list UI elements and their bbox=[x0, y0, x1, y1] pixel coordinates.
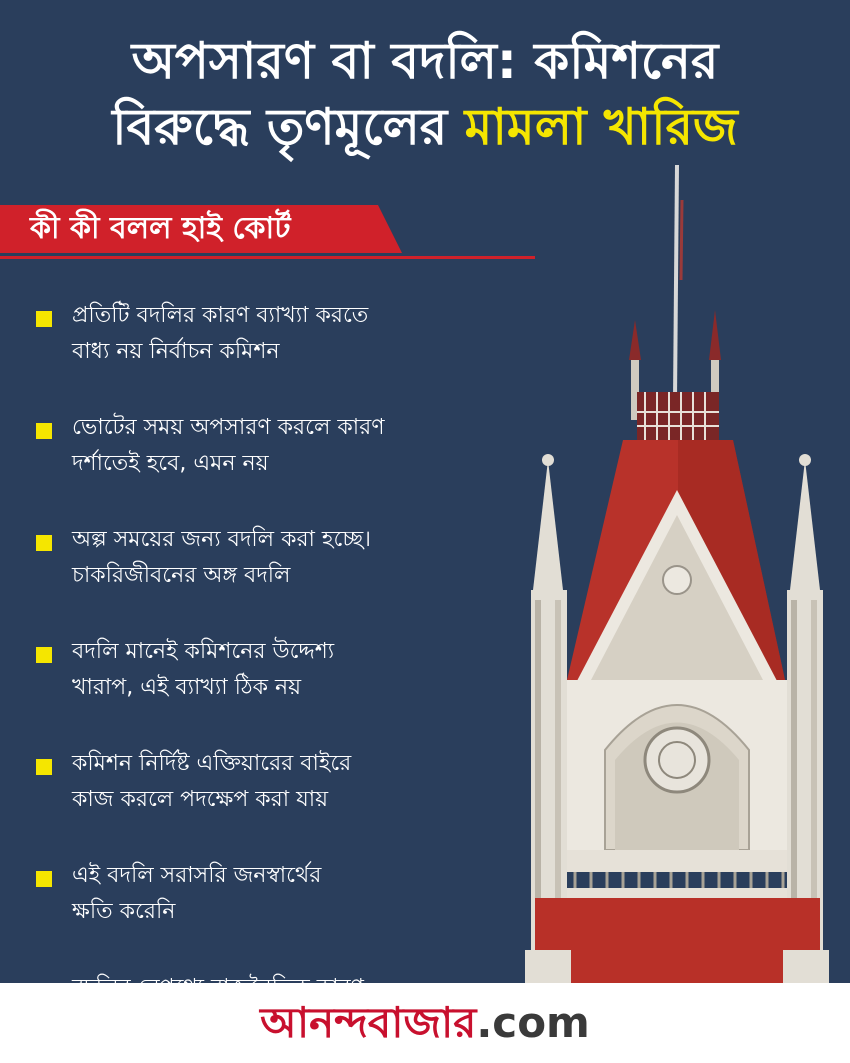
yellow-square-bullet-icon bbox=[36, 759, 52, 775]
headline-line-2-text: বিরুদ্ধে তৃণমূলের bbox=[112, 98, 465, 156]
list-item bbox=[36, 410, 506, 482]
list-item bbox=[36, 858, 506, 930]
headline-highlight: মামলা খারিজ bbox=[464, 98, 738, 156]
logo-domain: .com bbox=[476, 998, 590, 1047]
headline-line-2 bbox=[0, 94, 850, 160]
yellow-square-bullet-icon bbox=[36, 871, 52, 887]
yellow-square-bullet-icon bbox=[36, 423, 52, 439]
point-line: প্রতিটি বদলির কারণ ব্যাখ্যা করতে bbox=[72, 303, 369, 328]
logo-brand: আনন্দবাজার bbox=[260, 998, 477, 1047]
point-text bbox=[72, 634, 334, 706]
point-text bbox=[72, 522, 371, 594]
yellow-square-bullet-icon bbox=[36, 535, 52, 551]
point-text bbox=[72, 410, 385, 482]
headline bbox=[0, 28, 850, 160]
high-court-tower-illustration bbox=[505, 160, 850, 985]
list-item bbox=[36, 746, 506, 818]
point-line: এই বদলি সরাসরি জনস্বার্থের bbox=[72, 863, 322, 888]
yellow-square-bullet-icon bbox=[36, 647, 52, 663]
points-list bbox=[36, 298, 506, 1063]
anandabazar-logo bbox=[0, 993, 850, 1053]
point-line: ভোটের সময় অপসারণ করলে কারণ bbox=[72, 415, 385, 440]
point-text bbox=[72, 858, 321, 930]
point-line: বাধ্য নয় নির্বাচন কমিশন bbox=[72, 339, 280, 364]
point-line: কাজ করলে পদক্ষেপ করা যায় bbox=[72, 787, 329, 812]
headline-line-1: অপসারণ বা বদলি: কমিশনের bbox=[131, 32, 719, 90]
list-item bbox=[36, 522, 506, 594]
list-item bbox=[36, 298, 506, 370]
point-line: কমিশন নির্দিষ্ট এক্তিয়ারের বাইরে bbox=[72, 751, 352, 776]
point-line: ক্ষতি করেনি bbox=[72, 899, 176, 924]
point-text bbox=[72, 746, 351, 818]
point-line: খারাপ, এই ব্যাখ্যা ঠিক নয় bbox=[72, 675, 302, 700]
banner-label: কী কী বলল হাই কোর্ট bbox=[30, 211, 291, 246]
point-line: বদলি মানেই কমিশনের উদ্দেশ্য bbox=[72, 639, 335, 664]
yellow-square-bullet-icon bbox=[36, 311, 52, 327]
point-line: দর্শাতেই হবে, এমন নয় bbox=[72, 451, 269, 476]
list-item bbox=[36, 634, 506, 706]
point-text bbox=[72, 298, 368, 370]
point-line: অল্প সময়ের জন্য বদলি করা হচ্ছে। bbox=[72, 527, 372, 552]
footer bbox=[0, 983, 850, 1063]
point-line: চাকরিজীবনের অঙ্গ বদলি bbox=[72, 563, 291, 588]
